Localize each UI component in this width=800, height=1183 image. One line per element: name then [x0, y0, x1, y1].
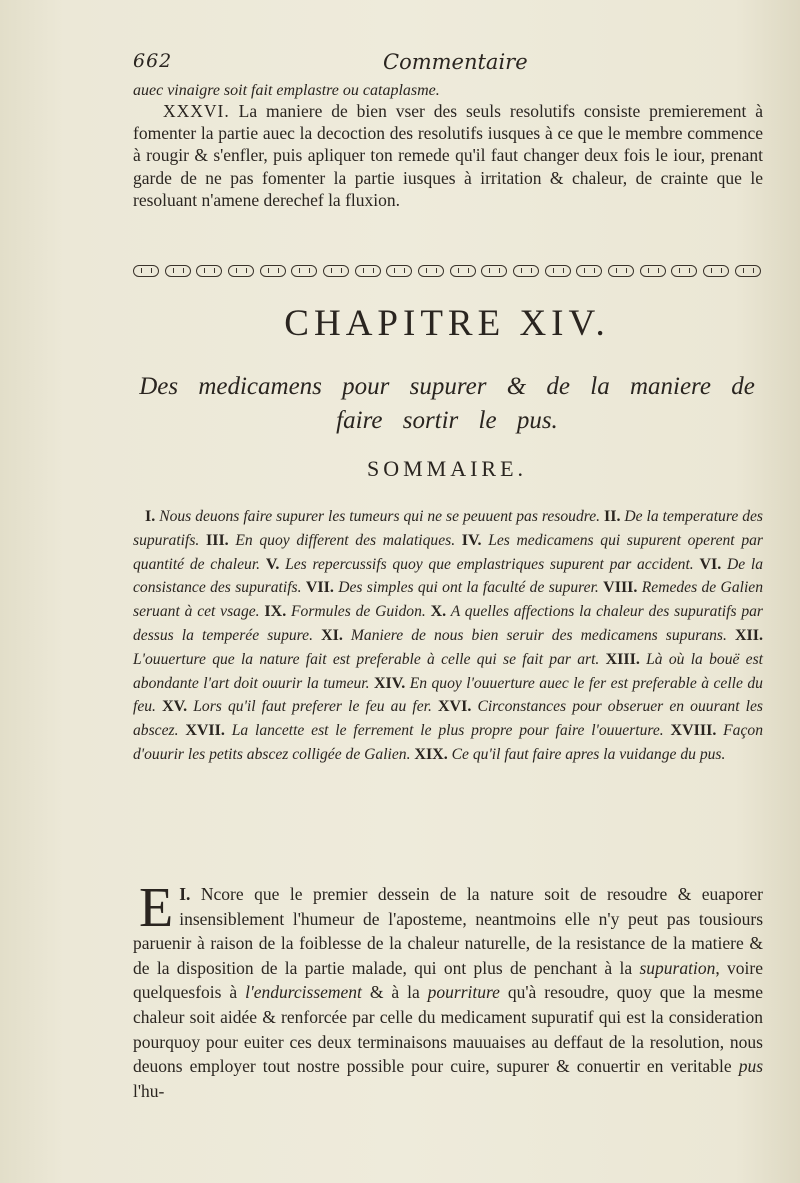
ornament-glyph-icon [196, 265, 222, 277]
italic-term: pus [738, 1056, 764, 1077]
ornament-glyph-icon [355, 265, 381, 277]
summary-item-text: Là où la bouë est abondante l'art doit ouurir la tumeur. [133, 650, 763, 692]
summary-item-text: Façon d'ouurir les petits abscez colligée de Galien. [133, 722, 763, 763]
summary-item-text: Remedes de Galien seruant à cet vsage. [133, 579, 763, 621]
chapter-subtitle: Des medicamens pour supurer & de la maniere de faire sortir le pus. [139, 373, 755, 434]
ornament-glyph-icon [481, 265, 507, 277]
summary-item-number: IV. [461, 531, 482, 549]
summary-item-number: VII. [305, 579, 334, 597]
ornament-glyph-icon [545, 265, 571, 277]
summary-item-number: III. [205, 531, 229, 549]
ornament-glyph-icon [735, 265, 761, 277]
main-paragraph [133, 877, 764, 1103]
running-title: Commentaire [383, 50, 528, 74]
decorative-ornament-band [133, 262, 761, 280]
ornament-glyph-icon [418, 265, 444, 277]
summary-item-text: A quelles affections la chaleur des supuratifs par dessus la temperée supure. [133, 603, 764, 644]
ornament-glyph-icon [133, 265, 159, 277]
summary-item-number: V. [265, 555, 280, 573]
chapter-title: CHAPITRE XIV. [284, 303, 610, 344]
ornament-glyph-icon [228, 265, 254, 277]
page-number: 662 [133, 50, 173, 72]
summary-item-text: Maniere de nous bien seruir des medicamens supurans. [350, 626, 727, 644]
text-run: Ncore que le premier dessein de la nature soit de resoudre & euaporer insensiblement l'humeur de l'aposteme, neantmoins elle n'y peut pas tousiours paruenir à raison de la foiblesse de la chaleur naturelle, de la resistance de la matiere & de la disposition de la partie malade, qui ont plus de penchant à la [133, 884, 763, 978]
ornament-glyph-icon [260, 265, 286, 277]
italic-term: supuration [639, 957, 716, 978]
summary-item-number: XIII. [605, 650, 640, 668]
summary-item-text: En quoy different des malatiques. [235, 531, 456, 549]
text-run: , voire quelquesfois à [133, 957, 764, 1003]
summary-item-text: Nous deuons faire supurer les tumeurs qui ne se peuuent pas resoudre. [159, 508, 601, 525]
summary-item-text: De la consistance des supuratifs. [133, 555, 764, 597]
summary-item-text: Lors qu'il faut preferer le feu au fer. [193, 698, 432, 716]
summary-item-number: X. [430, 603, 447, 621]
summary-item-text: Circonstances pour obseruer en ouurant les abscez. [133, 698, 764, 740]
summary-item-text: La lancette est le ferrement le plus propre pour faire l'ouuerture. [231, 722, 664, 740]
summary-item-text: De la temperature des supuratifs. [133, 508, 763, 549]
sommaire-heading: SOMMAIRE. [366, 456, 528, 481]
ornament-glyph-icon [165, 265, 191, 277]
summary-item-number: XVIII. [670, 722, 717, 740]
summary-item-number: XV. [162, 698, 188, 716]
summary-item-text: Ce qu'il faut faire apres la vuidange du pus. [451, 745, 726, 763]
paragraph-number: XXXVI. [163, 101, 230, 121]
summary-item-number: VIII. [603, 579, 638, 597]
paragraph-number: I. [179, 884, 191, 904]
summary-item-text: Les medicamens qui supurent operent par quantité de chaleur. [133, 531, 763, 573]
summary-item-number: XII. [734, 626, 763, 644]
carry-over-line: auec vinaigre soit fait emplastre ou cataplasme. [133, 82, 440, 99]
summary-item-number: VI. [699, 555, 722, 573]
ornament-glyph-icon [576, 265, 602, 277]
ornament-glyph-icon [291, 265, 317, 277]
text-run: qu'à resoudre, quoy que la mesme chaleur soit aidée & renforcée par celle du medicament supuratif qui est la consideration pourquoy pour euiter ces deux terminaisons mauuaises au deffaut de la resolution, nous deuons employer tout nostre possible pour cuire, supurer & conuertir en veritable [133, 982, 764, 1077]
summary-item-text: L'ouuerture que la nature fait est preferable à celle qui se fait par art. [133, 650, 600, 668]
ornament-glyph-icon [608, 265, 634, 277]
ornament-glyph-icon [323, 265, 349, 277]
summary-item-number: II. [604, 508, 621, 525]
summary-item-number: I. [145, 508, 156, 525]
summary-item-text: En quoy l'ouuerture auec le fer est preferable à celle du feu. [133, 674, 763, 716]
text-run: l'hu- [133, 1080, 165, 1101]
summary-item-number: XI. [321, 626, 343, 644]
summary-item-number: XVII. [185, 722, 225, 740]
text-run: & à la [369, 982, 420, 1003]
ornament-glyph-icon [450, 265, 476, 277]
paragraph-text: La maniere de bien vser des seuls resolutifs consiste premierement à fomenter la partie auec la decoction des resolutifs iusques à ce que le membre commence à rougir & s'enfler, puis apliquer ton remede qu'il faut changer deux fois le iour, prenant garde de ne pas fomenter la partie iusques à irritation & chaleur, de crainte que le resoluant n'amene derechef la fluxion. [133, 101, 764, 210]
paragraph-36 [133, 100, 763, 211]
italic-term: pourriture [427, 982, 500, 1003]
summary-item-number: IX. [264, 603, 287, 621]
summary-item-number: XIX. [414, 745, 448, 763]
ornament-glyph-icon [513, 265, 539, 277]
ornament-glyph-icon [386, 265, 412, 277]
ornament-glyph-icon [640, 265, 666, 277]
summary-list [133, 505, 763, 767]
summary-item-text: Formules de Guidon. [291, 603, 426, 621]
italic-term: l'endurcissement [245, 982, 362, 1003]
ornament-glyph-icon [671, 265, 697, 277]
summary-item-number: XVI. [437, 698, 472, 716]
ornament-glyph-icon [703, 265, 729, 277]
summary-item-text: Les repercussifs quoy que emplastriques supurent par accident. [285, 555, 694, 573]
summary-item-number: XIV. [374, 674, 406, 692]
drop-cap: E [139, 877, 174, 939]
summary-item-text: Des simples qui ont la faculté de supurer. [338, 579, 599, 597]
page-header [133, 50, 760, 80]
